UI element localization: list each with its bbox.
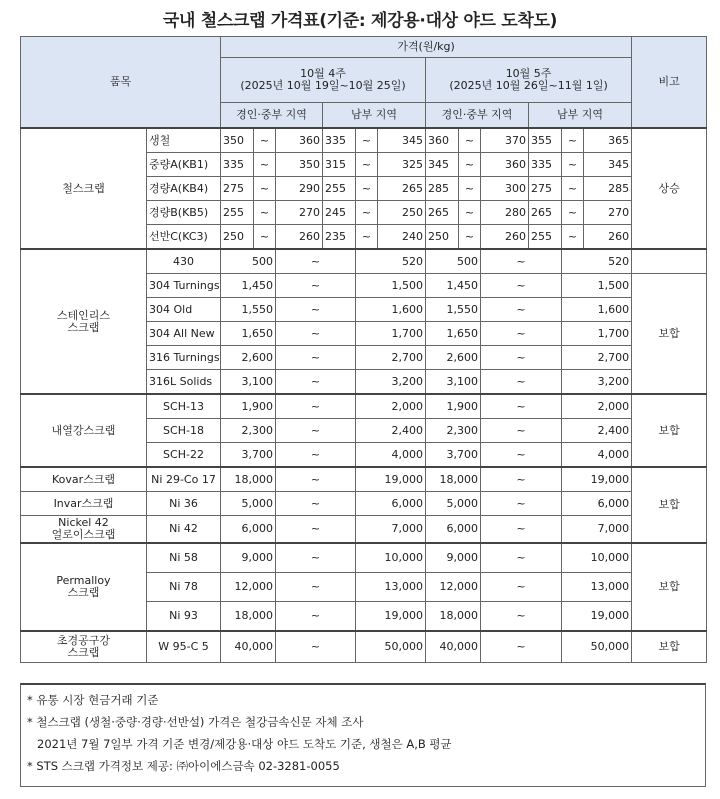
price-cell: 275	[529, 177, 562, 201]
table-row	[21, 516, 707, 544]
range-tilde: ~	[562, 201, 584, 225]
range-tilde: ~	[254, 177, 276, 201]
price-cell: 335	[323, 128, 356, 153]
range-tilde: ~	[276, 249, 356, 274]
item-name: 316L Solids	[147, 370, 221, 395]
price-cell: 6,000	[426, 516, 481, 544]
price-cell: 250	[378, 201, 426, 225]
price-cell: 19,000	[356, 602, 426, 632]
price-cell: 3,700	[426, 443, 481, 468]
price-cell: 12,000	[221, 573, 276, 602]
notes-box	[20, 683, 706, 787]
price-cell: 1,550	[426, 298, 481, 322]
table-row	[21, 394, 707, 419]
price-cell: 355	[529, 128, 562, 153]
range-tilde: ~	[481, 573, 562, 602]
range-tilde: ~	[276, 602, 356, 632]
group-label: 스테인리스 스크랩	[21, 249, 147, 394]
table-row	[21, 543, 707, 573]
price-cell: 365	[584, 128, 632, 153]
group-label: Kovar스크랩	[21, 467, 147, 492]
range-tilde: ~	[254, 225, 276, 250]
price-cell: 520	[356, 249, 426, 274]
price-cell: 315	[323, 153, 356, 177]
range-tilde: ~	[481, 346, 562, 370]
price-cell: 9,000	[221, 543, 276, 573]
price-cell: 2,300	[221, 419, 276, 443]
price-cell: 360	[276, 128, 323, 153]
table-row	[21, 128, 707, 153]
group-label: 초경공구강 스크랩	[21, 631, 147, 663]
price-cell: 2,700	[356, 346, 426, 370]
price-cell: 1,450	[221, 274, 276, 298]
price-cell: 240	[378, 225, 426, 250]
price-cell: 6,000	[221, 516, 276, 544]
price-cell: 500	[426, 249, 481, 274]
price-cell: 360	[426, 128, 459, 153]
price-cell: 360	[481, 153, 529, 177]
price-cell: 2,700	[562, 346, 632, 370]
price-cell: 10,000	[356, 543, 426, 573]
item-name: Ni 42	[147, 516, 221, 544]
price-cell: 260	[276, 225, 323, 250]
price-cell: 1,900	[426, 394, 481, 419]
header-region1-w1: 경인·중부 지역	[221, 103, 323, 129]
price-cell: 19,000	[562, 467, 632, 492]
table-row	[21, 492, 707, 516]
range-tilde: ~	[481, 631, 562, 663]
price-cell: 13,000	[356, 573, 426, 602]
range-tilde: ~	[276, 298, 356, 322]
header-region2-w1: 남부 지역	[323, 103, 426, 129]
price-cell: 265	[378, 177, 426, 201]
item-name: 304 Turnings	[147, 274, 221, 298]
range-tilde: ~	[276, 322, 356, 346]
price-cell: 270	[276, 201, 323, 225]
price-cell: 1,550	[221, 298, 276, 322]
item-name: Ni 29-Co 17	[147, 467, 221, 492]
price-cell: 280	[481, 201, 529, 225]
price-cell: 7,000	[356, 516, 426, 544]
price-cell: 2,000	[356, 394, 426, 419]
range-tilde: ~	[481, 298, 562, 322]
price-cell: 1,600	[562, 298, 632, 322]
range-tilde: ~	[459, 128, 481, 153]
price-cell: 3,700	[221, 443, 276, 468]
price-cell: 345	[426, 153, 459, 177]
header-price: 가격(원/kg)	[221, 37, 632, 58]
item-name: Ni 58	[147, 543, 221, 573]
price-table	[20, 36, 707, 663]
price-cell: 245	[323, 201, 356, 225]
price-cell: 18,000	[221, 467, 276, 492]
page-title: 국내 철스크랩 가격표(기준: 제강용·대상 야드 도착도)	[162, 11, 558, 31]
header-week2: 10월 5주 (2025년 10월 26일~11월 1일)	[426, 58, 632, 103]
range-tilde: ~	[356, 153, 378, 177]
item-name: Ni 78	[147, 573, 221, 602]
price-cell: 325	[378, 153, 426, 177]
price-cell: 5,000	[221, 492, 276, 516]
price-cell: 2,000	[562, 394, 632, 419]
item-name: 선반C(KC3)	[147, 225, 221, 250]
price-cell: 3,200	[356, 370, 426, 395]
item-name: 430	[147, 249, 221, 274]
item-name: SCH-18	[147, 419, 221, 443]
price-cell: 4,000	[356, 443, 426, 468]
range-tilde: ~	[276, 443, 356, 468]
price-cell: 1,500	[356, 274, 426, 298]
price-cell: 13,000	[562, 573, 632, 602]
price-cell: 40,000	[221, 631, 276, 663]
price-cell: 18,000	[426, 602, 481, 632]
price-cell: 9,000	[426, 543, 481, 573]
range-tilde: ~	[356, 128, 378, 153]
price-cell: 40,000	[426, 631, 481, 663]
item-name: 생철	[147, 128, 221, 153]
price-cell: 3,100	[221, 370, 276, 395]
range-tilde: ~	[356, 177, 378, 201]
price-cell: 1,900	[221, 394, 276, 419]
price-cell: 2,400	[562, 419, 632, 443]
price-cell: 275	[221, 177, 254, 201]
range-tilde: ~	[481, 394, 562, 419]
price-cell: 2,600	[221, 346, 276, 370]
price-cell: 12,000	[426, 573, 481, 602]
item-name: SCH-13	[147, 394, 221, 419]
range-tilde: ~	[276, 346, 356, 370]
range-tilde: ~	[562, 177, 584, 201]
table-header	[21, 37, 707, 129]
table-row	[21, 249, 707, 274]
item-name: 경량B(KB5)	[147, 201, 221, 225]
range-tilde: ~	[481, 543, 562, 573]
price-cell: 18,000	[221, 602, 276, 632]
price-cell: 5,000	[426, 492, 481, 516]
price-cell: 345	[378, 128, 426, 153]
price-cell: 1,600	[356, 298, 426, 322]
price-cell: 250	[426, 225, 459, 250]
header-week1: 10월 4주 (2025년 10월 19일~10월 25일)	[221, 58, 426, 103]
range-tilde: ~	[562, 153, 584, 177]
table-row	[21, 467, 707, 492]
price-cell: 1,500	[562, 274, 632, 298]
price-cell: 345	[584, 153, 632, 177]
price-cell: 3,100	[426, 370, 481, 395]
range-tilde: ~	[459, 177, 481, 201]
price-cell: 265	[426, 201, 459, 225]
price-cell: 50,000	[356, 631, 426, 663]
price-cell: 520	[562, 249, 632, 274]
remark-cell: 보합	[632, 394, 707, 467]
note-line: * STS 스크랩 가격정보 제공: ㈜아이에스금속 02-3281-0055	[27, 759, 340, 773]
heat-resistant-section	[21, 394, 707, 467]
price-cell: 370	[481, 128, 529, 153]
group-label: Permalloy 스크랩	[21, 543, 147, 631]
range-tilde: ~	[562, 128, 584, 153]
price-cell: 290	[276, 177, 323, 201]
range-tilde: ~	[481, 370, 562, 395]
group-label: 내열강스크랩	[21, 394, 147, 467]
group-label: Invar스크랩	[21, 492, 147, 516]
range-tilde: ~	[481, 419, 562, 443]
item-name: 경량A(KB4)	[147, 177, 221, 201]
range-tilde: ~	[254, 128, 276, 153]
price-cell: 255	[323, 177, 356, 201]
range-tilde: ~	[254, 153, 276, 177]
item-name: 304 All New	[147, 322, 221, 346]
price-cell: 2,300	[426, 419, 481, 443]
item-name: W 95-C 5	[147, 631, 221, 663]
price-cell: 1,450	[426, 274, 481, 298]
price-cell: 270	[584, 201, 632, 225]
range-tilde: ~	[356, 225, 378, 250]
price-cell: 1,700	[356, 322, 426, 346]
price-cell: 1,700	[562, 322, 632, 346]
range-tilde: ~	[481, 443, 562, 468]
price-cell: 2,400	[356, 419, 426, 443]
remark-cell	[632, 249, 707, 274]
range-tilde: ~	[459, 201, 481, 225]
range-tilde: ~	[276, 492, 356, 516]
price-cell: 350	[221, 128, 254, 153]
price-cell: 335	[529, 153, 562, 177]
remark-cell: 보합	[632, 543, 707, 631]
price-cell: 285	[426, 177, 459, 201]
price-cell: 255	[221, 201, 254, 225]
price-cell: 350	[276, 153, 323, 177]
range-tilde: ~	[562, 225, 584, 250]
group-label: Nickel 42 얼로이스크랩	[21, 516, 147, 544]
price-cell: 335	[221, 153, 254, 177]
price-cell: 19,000	[562, 602, 632, 632]
range-tilde: ~	[459, 153, 481, 177]
item-name: SCH-22	[147, 443, 221, 468]
range-tilde: ~	[276, 274, 356, 298]
note-line: 2021년 7월 7일부 가격 기준 변경/제강용·대상 야드 도착도 기준, 생철은 A,B 평균	[37, 737, 452, 751]
range-tilde: ~	[481, 467, 562, 492]
range-tilde: ~	[481, 492, 562, 516]
permalloy-section	[21, 543, 707, 631]
header-item: 품목	[21, 37, 221, 129]
price-cell: 300	[481, 177, 529, 201]
price-cell: 4,000	[562, 443, 632, 468]
tool-steel-section	[21, 631, 707, 663]
note-line: * 유통 시장 현금거래 기준	[27, 693, 159, 707]
price-cell: 2,600	[426, 346, 481, 370]
range-tilde: ~	[276, 573, 356, 602]
range-tilde: ~	[481, 322, 562, 346]
price-cell: 255	[529, 225, 562, 250]
range-tilde: ~	[276, 370, 356, 395]
group-label: 철스크랩	[21, 128, 147, 249]
range-tilde: ~	[276, 543, 356, 573]
price-cell: 260	[584, 225, 632, 250]
price-cell: 260	[481, 225, 529, 250]
range-tilde: ~	[254, 201, 276, 225]
table-row	[21, 631, 707, 663]
item-name: Ni 93	[147, 602, 221, 632]
range-tilde: ~	[481, 249, 562, 274]
price-cell: 18,000	[426, 467, 481, 492]
price-cell: 19,000	[356, 467, 426, 492]
range-tilde: ~	[481, 602, 562, 632]
header-remark: 비고	[632, 37, 707, 129]
range-tilde: ~	[481, 516, 562, 544]
price-cell: 6,000	[562, 492, 632, 516]
stainless-section	[21, 249, 707, 394]
range-tilde: ~	[459, 225, 481, 250]
range-tilde: ~	[276, 516, 356, 544]
price-cell: 10,000	[562, 543, 632, 573]
header-region1-w2: 경인·중부 지역	[426, 103, 529, 129]
remark-cell: 보합	[632, 467, 707, 543]
price-cell: 285	[584, 177, 632, 201]
price-cell: 50,000	[562, 631, 632, 663]
item-name: 304 Old	[147, 298, 221, 322]
item-name: 316 Turnings	[147, 346, 221, 370]
range-tilde: ~	[276, 467, 356, 492]
price-cell: 265	[529, 201, 562, 225]
price-cell: 7,000	[562, 516, 632, 544]
price-cell: 1,650	[221, 322, 276, 346]
range-tilde: ~	[356, 201, 378, 225]
price-cell: 1,650	[426, 322, 481, 346]
item-name: Ni 36	[147, 492, 221, 516]
header-region2-w2: 남부 지역	[529, 103, 632, 129]
price-cell: 250	[221, 225, 254, 250]
range-tilde: ~	[276, 394, 356, 419]
alloy-section	[21, 467, 707, 543]
price-cell: 6,000	[356, 492, 426, 516]
range-tilde: ~	[276, 631, 356, 663]
scrap-section	[21, 128, 707, 249]
price-cell: 500	[221, 249, 276, 274]
note-line: * 철스크랩 (생철·중량·경량·선반설) 가격은 철강금속신문 자체 조사	[27, 715, 364, 729]
range-tilde: ~	[481, 274, 562, 298]
remark-cell: 상승	[632, 128, 707, 249]
remark-cell: 보합	[632, 631, 707, 663]
price-cell: 235	[323, 225, 356, 250]
remark-cell: 보합	[632, 274, 707, 395]
range-tilde: ~	[276, 419, 356, 443]
item-name: 중량A(KB1)	[147, 153, 221, 177]
price-cell: 3,200	[562, 370, 632, 395]
